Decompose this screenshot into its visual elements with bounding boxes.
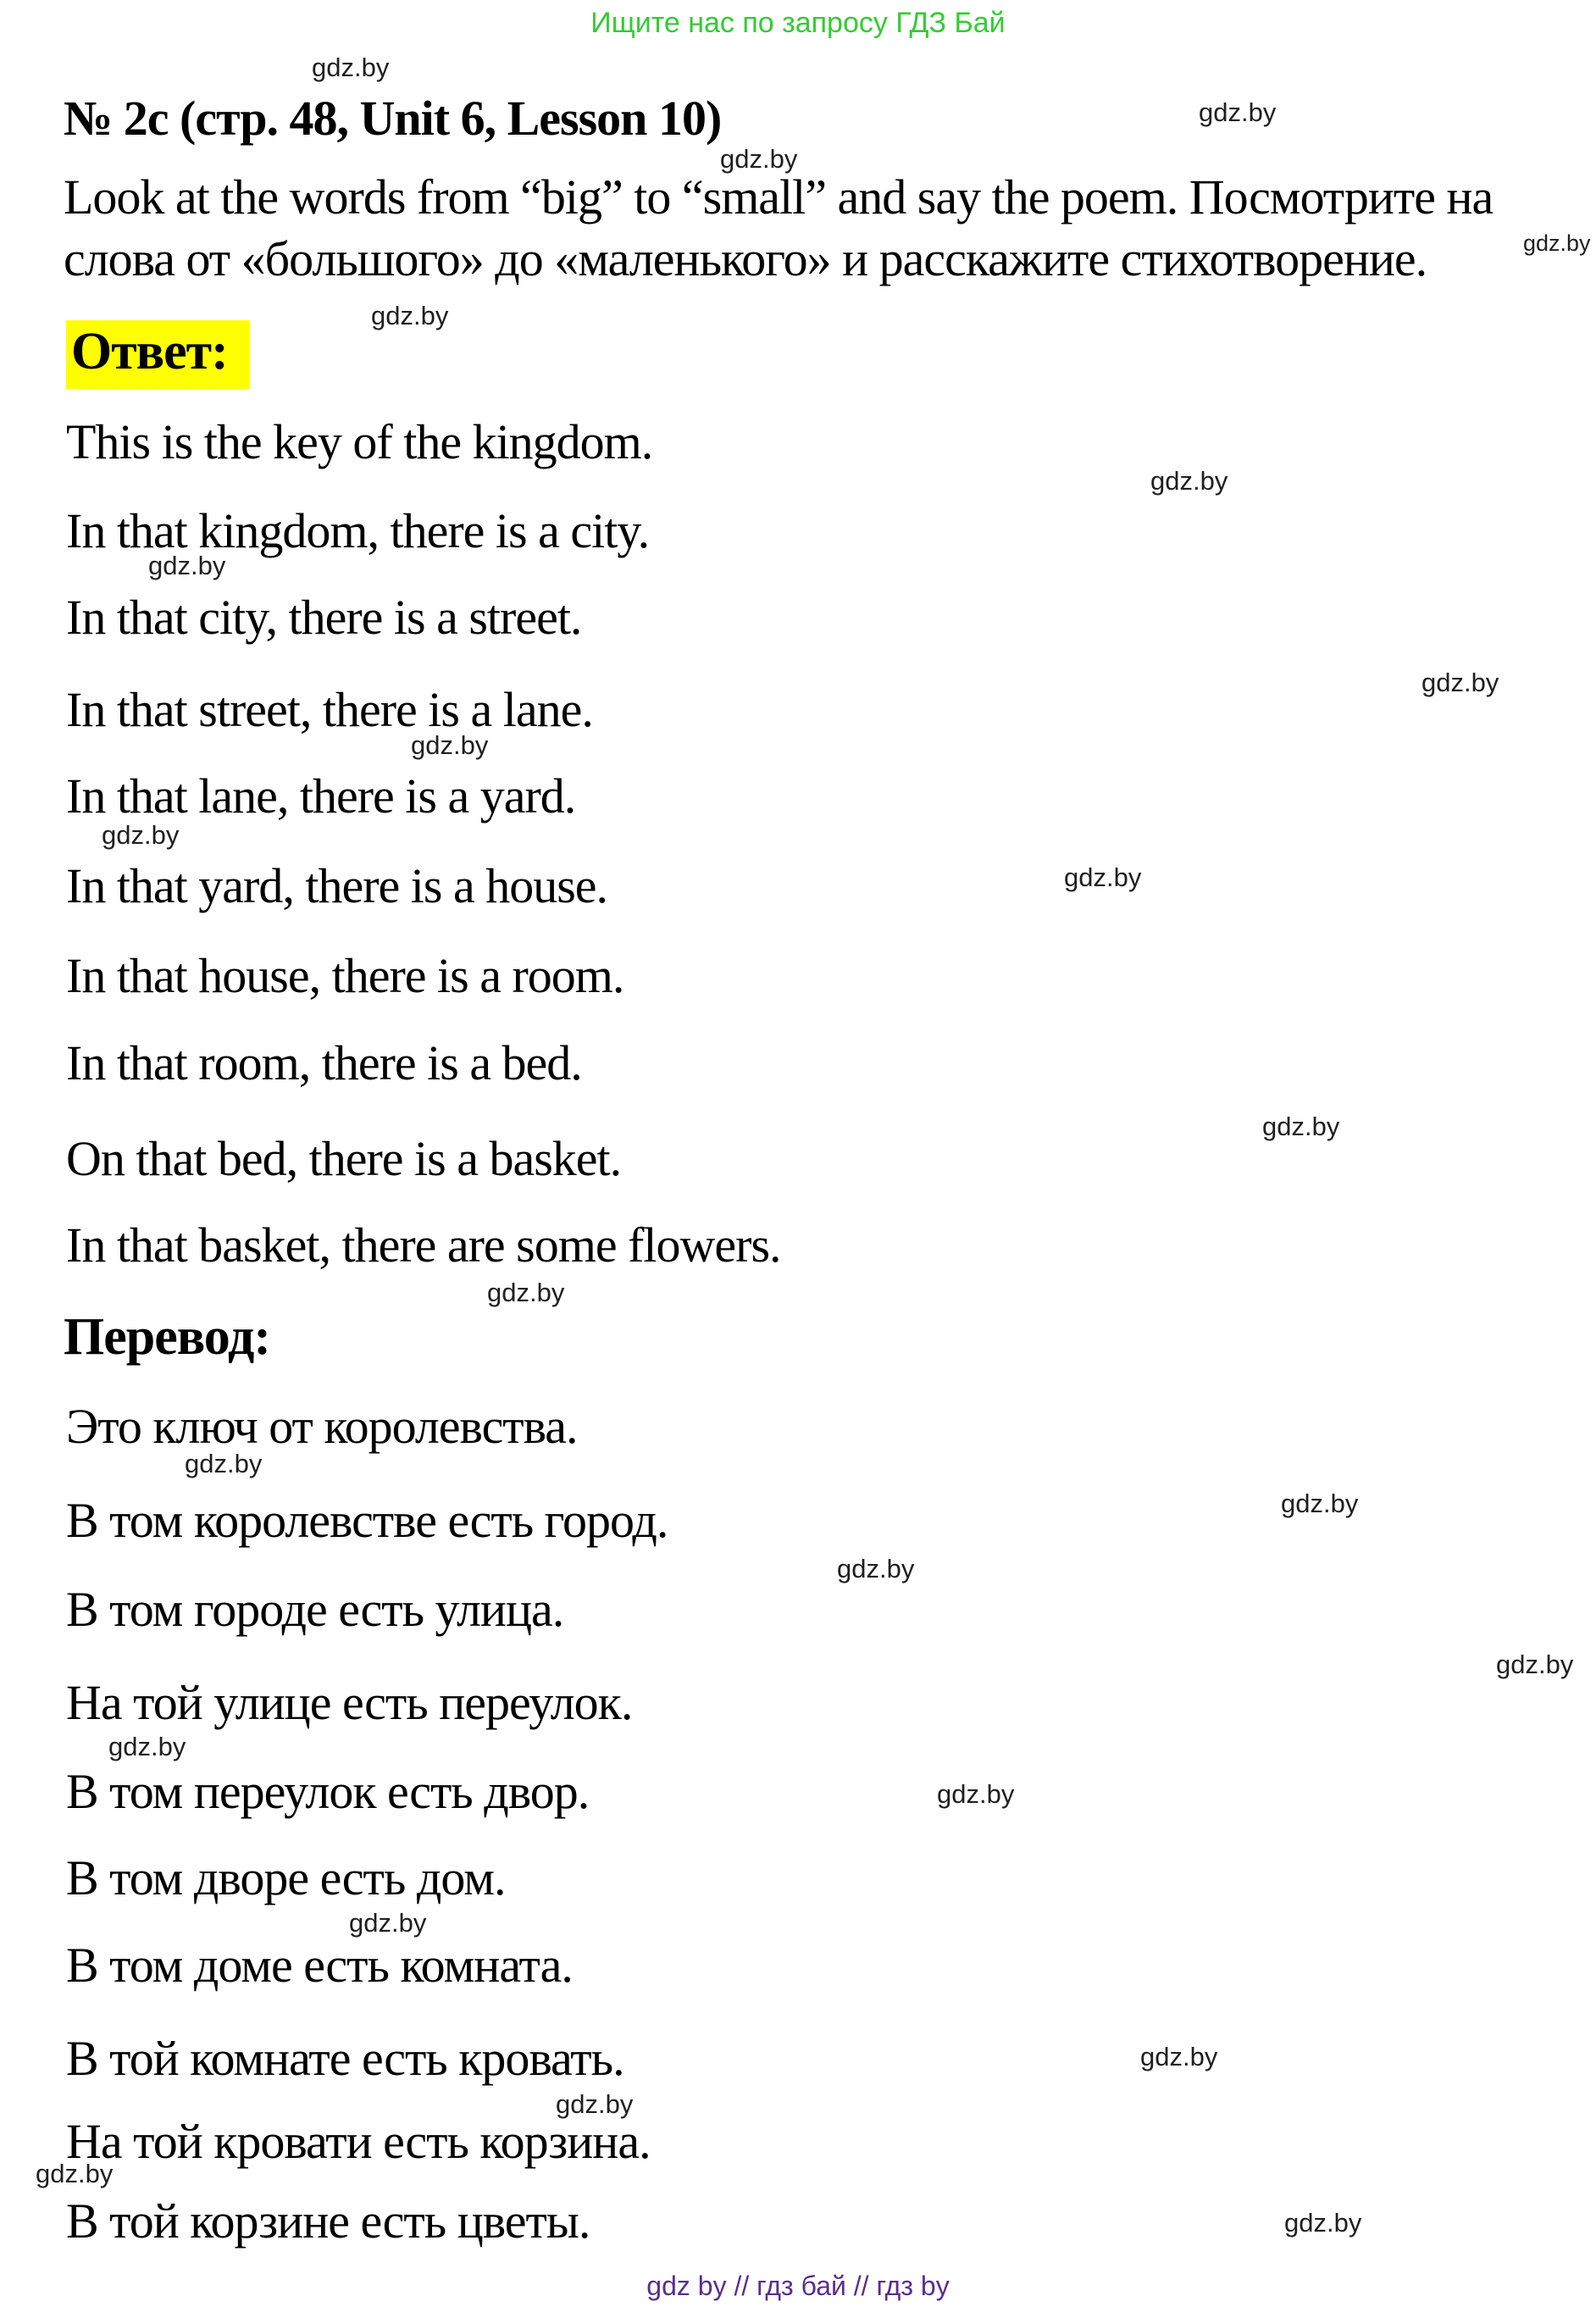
gdz-watermark: gdz.by <box>411 730 489 760</box>
translation-line: В том городе есть улица. <box>66 1582 564 1637</box>
gdz-watermark: gdz.by <box>1262 1112 1340 1141</box>
gdz-watermark: gdz.by <box>349 1908 427 1938</box>
translation-line: В том доме есть комната. <box>66 1938 573 1993</box>
poem-line: On that bed, there is a basket. <box>66 1131 622 1186</box>
gdz-watermark: gdz.by <box>1421 668 1499 697</box>
gdz-watermark: gdz.by <box>487 1278 565 1307</box>
gdz-watermark: gdz.by <box>720 144 798 174</box>
translation-line: В том переулок есть двор. <box>66 1764 590 1819</box>
gdz-watermark: gdz.by <box>185 1449 263 1478</box>
gdz-watermark: gdz.by <box>108 1732 186 1761</box>
gdz-watermark: gdz.by <box>1523 230 1591 256</box>
poem-line: In that yard, there is a house. <box>66 858 608 913</box>
poem-line: In that house, there is a room. <box>66 948 624 1003</box>
translation-line: В той корзине есть цветы. <box>66 2193 590 2249</box>
gdz-watermark: gdz.by <box>1284 2208 1362 2238</box>
answer-label-highlight: Ответ: <box>66 320 250 389</box>
poem-line: In that lane, there is a yard. <box>66 768 576 824</box>
translation-line: Это ключ от королевства. <box>66 1399 578 1454</box>
gdz-watermark: gdz.by <box>1064 862 1142 892</box>
gdz-watermark: gdz.by <box>312 53 390 82</box>
gdz-watermark: gdz.by <box>556 2089 634 2119</box>
gdz-watermark: gdz.by <box>36 2159 114 2188</box>
translation-line: В том королевстве есть город. <box>66 1493 668 1548</box>
poem-line: In that street, there is a lane. <box>66 682 593 737</box>
gdz-watermark: gdz.by <box>1281 1489 1359 1518</box>
gdz-watermark: gdz.by <box>371 301 449 330</box>
gdz-watermark: gdz.by <box>148 551 226 580</box>
gdz-watermark: gdz.by <box>1496 1650 1574 1679</box>
translation-line: На той улице есть переулок. <box>66 1675 633 1730</box>
task-instruction-line-2: слова от «большого» до «маленького» и расскажите стихотворение. <box>64 231 1427 286</box>
gdz-watermark: gdz.by <box>937 1779 1015 1809</box>
task-heading: № 2c (стр. 48, Unit 6, Lesson 10) <box>64 91 722 146</box>
poem-line: This is the key of the kingdom. <box>66 414 653 469</box>
poem-line: In that city, there is a street. <box>66 590 582 645</box>
promo-banner-text: Ищите нас по запросу ГДЗ Бай <box>590 7 1006 39</box>
poem-line: In that room, there is a bed. <box>66 1035 582 1090</box>
translation-label: Перевод: <box>64 1308 271 1366</box>
poem-line: In that basket, there are some flowers. <box>66 1217 781 1273</box>
task-instruction <box>64 166 1588 290</box>
translation-line: В той комнате есть кровать. <box>66 2031 624 2086</box>
translation-line: В том дворе есть дом. <box>66 1850 506 1905</box>
gdz-watermark: gdz.by <box>102 820 180 850</box>
task-instruction-line-1: Look at the words from “big” to “small” and say the poem. Посмотрите на <box>64 169 1493 225</box>
poem-line: In that kingdom, there is a city. <box>66 503 650 558</box>
translation-line: На той кровати есть корзина. <box>66 2114 651 2169</box>
footer-links-text: gdz by // гдз бай // гдз by <box>646 2271 950 2301</box>
gdz-watermark: gdz.by <box>1199 97 1277 127</box>
gdz-watermark: gdz.by <box>1150 466 1228 496</box>
gdz-watermark: gdz.by <box>1140 2042 1218 2071</box>
gdz-watermark: gdz.by <box>837 1554 915 1583</box>
